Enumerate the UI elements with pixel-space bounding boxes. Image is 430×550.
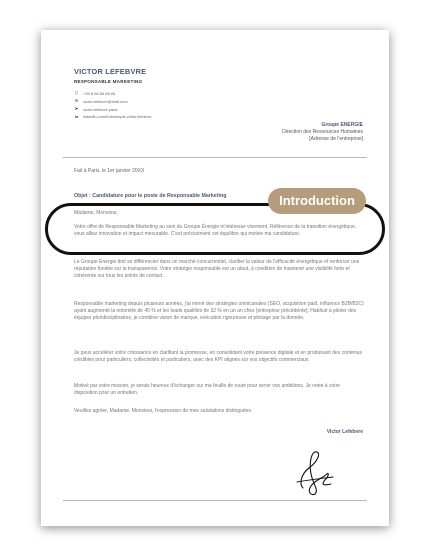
handwritten-signature <box>293 444 339 498</box>
date-line: Fait à Paris, le 1er janvier 20XX <box>74 168 145 174</box>
linkedin-icon: in <box>74 114 79 119</box>
address-text: victor.lefebvre.paris <box>83 106 118 112</box>
location-icon: ➤ <box>74 106 79 111</box>
contact-address <box>74 106 117 112</box>
divider-bottom <box>63 500 367 501</box>
letter-page <box>41 30 389 526</box>
phone-text: +33 6 66 66 66 66 <box>83 90 116 96</box>
salutation: Madame, Monsieur, <box>74 210 118 216</box>
divider-top <box>63 157 367 158</box>
signature-name: Victor Lefebvre <box>326 429 363 435</box>
email-icon: ✉ <box>74 98 79 103</box>
recipient-block <box>282 122 363 142</box>
paragraph-6: Veuillez agréer, Madame, Monsieur, l'expression de mes salutations distinguées. <box>74 408 253 414</box>
paragraph-1: Votre offre de Responsable Marketing au sein du Groupe Énergie m'intéresse vivement. Référence de la transition énergétique, vous alliez innovation et impact mesurable. C'est précisément cet équilibre qui motive ma candidature. <box>74 224 357 238</box>
paragraph-4: Je peux accélérer votre croissance en clarifiant la promesse, en consolidant votre présence digitale et en produisant des contenus crédibles pour particuliers, collectivités et particuliers, avec des KPI alignés sur vos objectifs commerciaux. <box>74 350 362 364</box>
recipient-address: [Adresse de l'entreprise] <box>309 135 363 142</box>
recipient-company: Groupe ENERGIE <box>321 122 363 128</box>
contact-email <box>74 98 128 104</box>
sender-name: VICTOR LEFEBVRE <box>74 67 147 76</box>
recipient-department: Direction des Ressources Humaines <box>282 128 363 135</box>
subject-line: Objet : Candidature pour le poste de Responsable Marketing <box>74 193 227 199</box>
paragraph-3: Responsable marketing depuis plusieurs années, j'ai mené des stratégies omnicanales (SEO, acquisition paid, influence B2B/B2C) ayant augmenté la notoriété de 45 % et les leads qualifiés de 32 % en un an chez [entreprise précédente]. Habitué à piloter des équipes pluridisciplinaires, je combine vision de marque, exécution rigoureuse et pilotage par la donnée. <box>74 301 364 322</box>
linkedin-text: linkedin.com/in/exemple.victor.lefebvre <box>83 114 152 119</box>
paragraph-2: Le Groupe Énergie doit se différencier dans un marché concurrentiel, clarifier la valeur de l'efficacité énergétique et renforcer une réputation fondée sur la transparence. Votre stratégie responsable est un atout, à condition de maintenir une visibilité forte et cohérente sur tous les points de contact. <box>74 259 360 280</box>
phone-icon: ▯ <box>75 90 78 95</box>
paragraph-5: Motivé par votre mission, je serais heureux d'échanger sur ma feuille de route pour servir vos ambitions. Je reste à votre disposition pour un entretien. <box>74 383 341 397</box>
introduction-badge: Introduction <box>268 188 366 214</box>
contact-phone <box>74 90 115 96</box>
email-text: victor.lefebvre@mail.com <box>83 98 128 104</box>
sender-role: RESPONSABLE MARKETING <box>74 79 143 84</box>
contact-linkedin <box>74 114 151 119</box>
